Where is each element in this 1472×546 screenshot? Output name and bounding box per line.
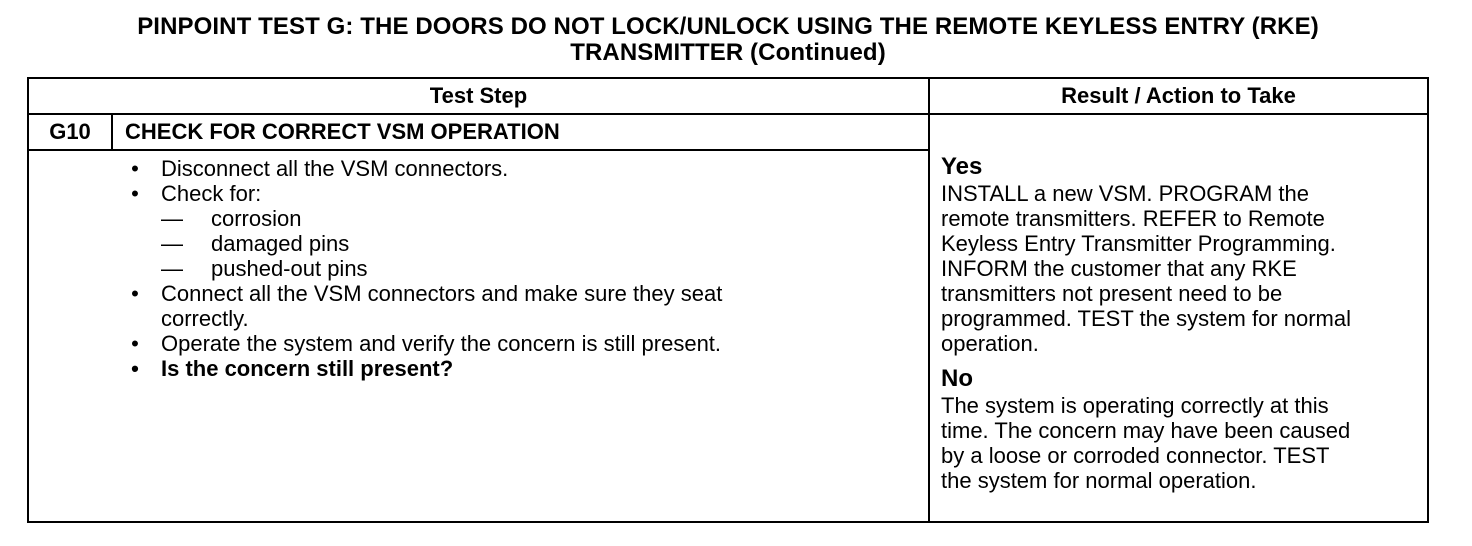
result-line: INSTALL a new VSM. PROGRAM the (941, 181, 1310, 206)
result-yes-label: Yes (941, 153, 983, 180)
step-item-text: Operate the system and verify the concern is still present. (161, 331, 722, 356)
spacer (941, 356, 1421, 365)
test-step-instructions (115, 156, 915, 381)
column-divider (928, 79, 930, 521)
list-item (115, 156, 915, 181)
page-title (0, 14, 1456, 66)
step-item-text: Connect all the VSM connectors and make sure they seat (161, 281, 723, 306)
step-question: Is the concern still present? (161, 356, 454, 381)
sub-list-item (115, 206, 915, 231)
sub-item-text: damaged pins (211, 231, 350, 256)
list-item (115, 356, 915, 381)
sub-item-text: corrosion (211, 206, 302, 231)
sub-list-item (115, 231, 915, 256)
table-header-row (29, 79, 1427, 115)
result-line: programmed. TEST the system for normal (941, 306, 1351, 331)
page-title-line-1: PINPOINT TEST G: THE DOORS DO NOT LOCK/UNLOCK USING THE REMOTE KEYLESS ENTRY (RKE) (137, 13, 1319, 40)
sub-item-text: pushed-out pins (211, 256, 368, 281)
list-item (115, 181, 915, 206)
step-item-text: Disconnect all the VSM connectors. (161, 156, 509, 181)
step-id: G10 (29, 115, 113, 149)
result-action-column (941, 153, 1421, 493)
result-line: the system for normal operation. (941, 468, 1257, 493)
bullet-icon: • (131, 356, 139, 381)
header-test-step: Test Step (429, 83, 528, 108)
result-no-label: No (941, 365, 973, 392)
step-title: CHECK FOR CORRECT VSM OPERATION (125, 119, 560, 144)
bullet-icon: • (131, 281, 139, 306)
dash-icon: — (161, 231, 183, 256)
step-title-row (29, 115, 928, 151)
page-title-line-2: TRANSMITTER (Continued) (570, 39, 886, 66)
dash-icon: — (161, 206, 183, 231)
header-result-action: Result / Action to Take (1061, 83, 1296, 108)
result-line: remote transmitters. REFER to Remote (941, 206, 1325, 231)
result-line: Keyless Entry Transmitter Programming. (941, 231, 1336, 256)
step-item-text-continued: correctly. (161, 306, 249, 331)
dash-icon: — (161, 256, 183, 281)
result-line: INFORM the customer that any RKE (941, 256, 1297, 281)
pinpoint-test-table (27, 77, 1429, 523)
list-item (115, 281, 915, 331)
result-line: The system is operating correctly at this (941, 393, 1329, 418)
result-line: transmitters not present need to be (941, 281, 1283, 306)
result-line: time. The concern may have been caused (941, 418, 1351, 443)
bullet-icon: • (131, 181, 139, 206)
result-no-text (941, 393, 1421, 493)
result-yes-text (941, 181, 1421, 356)
bullet-icon: • (131, 331, 139, 356)
sub-list-item (115, 256, 915, 281)
bullet-icon: • (131, 156, 139, 181)
result-line: operation. (941, 331, 1039, 356)
list-item (115, 331, 915, 356)
result-line: by a loose or corroded connector. TEST (941, 443, 1330, 468)
step-item-text: Check for: (161, 181, 262, 206)
